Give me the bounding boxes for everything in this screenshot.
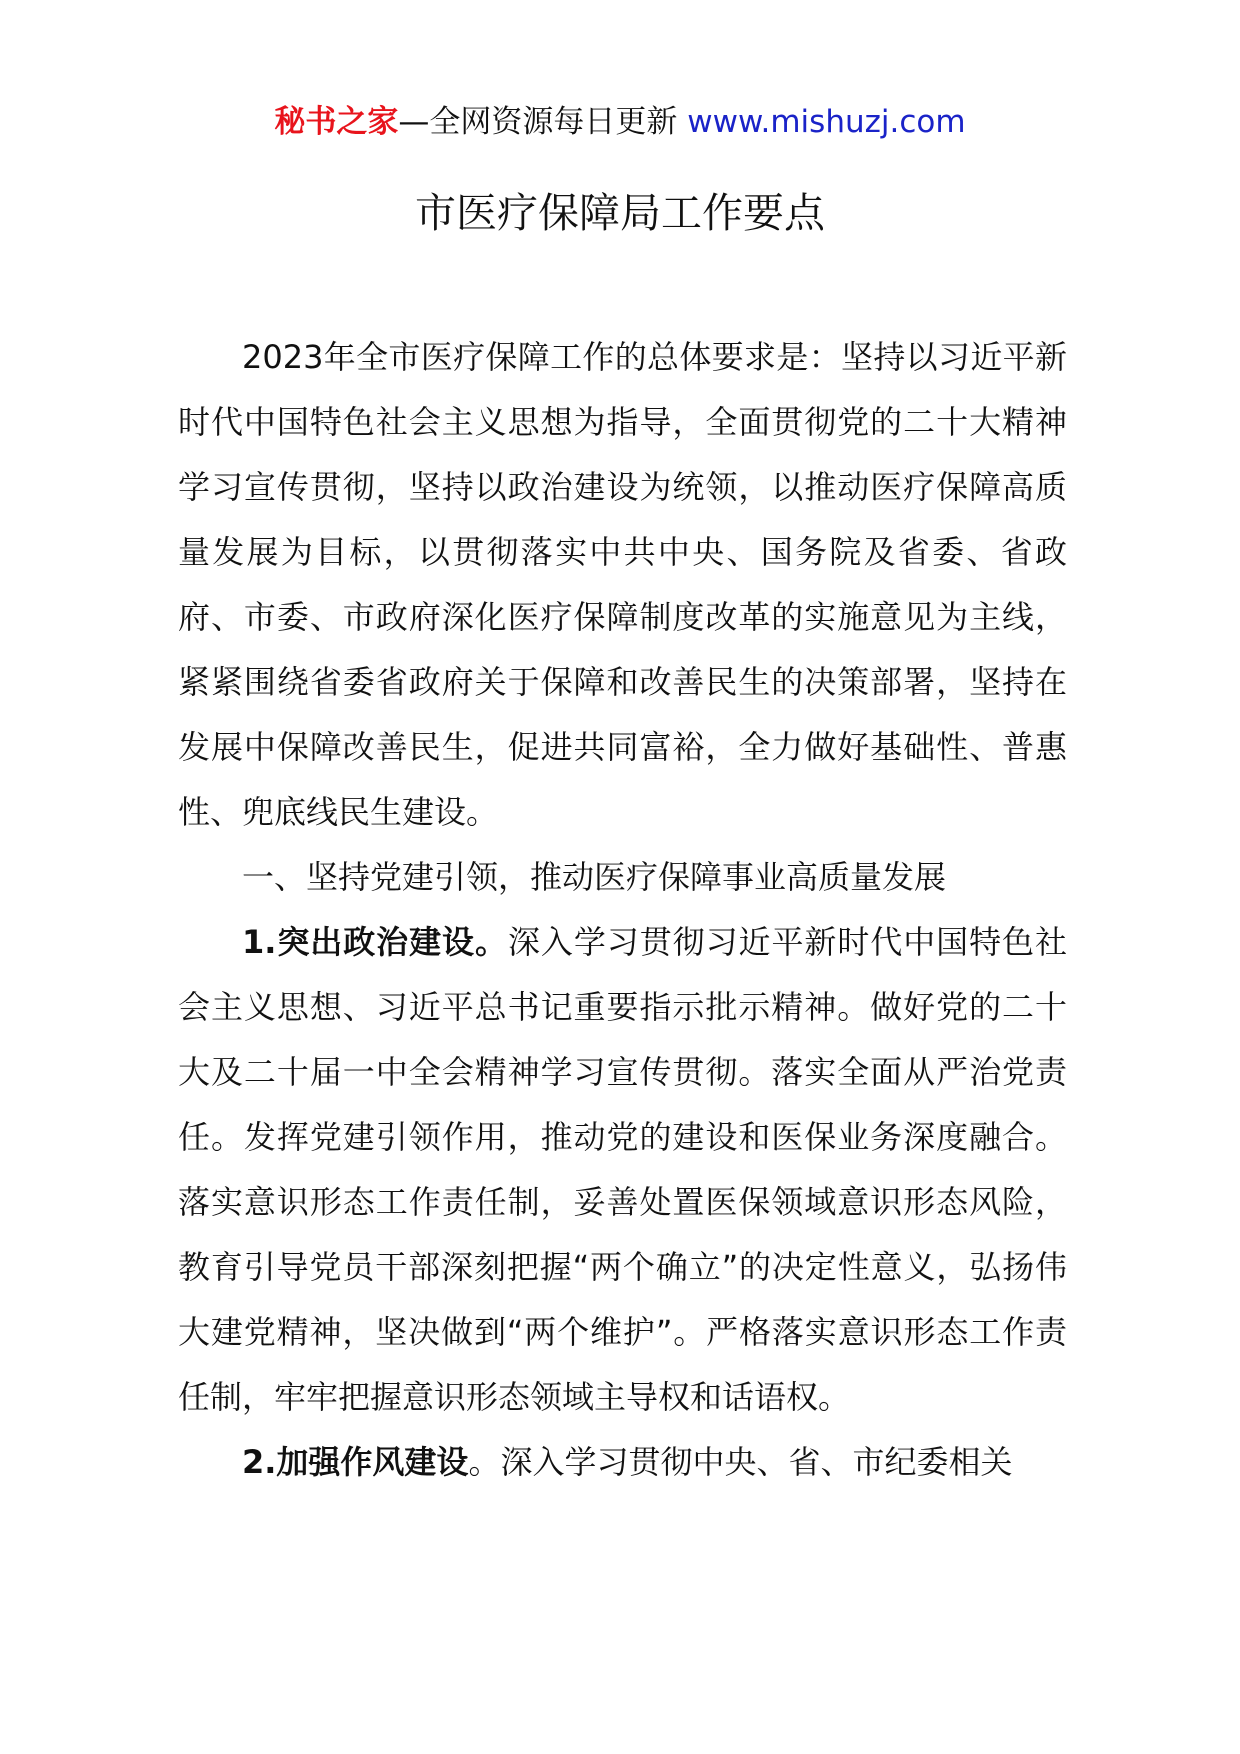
item-text-2: 。深入学习贯彻中央、省、市纪委相关	[468, 1443, 1013, 1481]
document-title: 市医疗保障局工作要点	[415, 189, 825, 237]
site-tagline: —全网资源每日更新	[398, 104, 678, 140]
site-header	[0, 100, 1240, 144]
item-paragraph-2	[178, 1430, 1067, 1495]
intro-paragraph: 2023年全市医疗保障工作的总体要求是：坚持以习近平新时代中国特色社会主义思想为指导，全面贯彻党的二十大精神学习宣传贯彻，坚持以政治建设为统领，以推动医疗保障高质量发展为目标，以贯彻落实中共中央、国务院及省委、省政府、市委、市政府深化医疗保障制度改革的实施意见为主线，紧紧围绕省委省政府关于保障和改善民生的决策部署，坚持在发展中保障改善民生，促进共同富裕，全力做好基础性、普惠性、兜底线民生建设。	[178, 338, 1067, 831]
item-lead-1: 1.突出政治建设。	[242, 923, 508, 961]
site-url[interactable]: www.mishuzj.com	[687, 104, 966, 140]
item-paragraph-1	[178, 910, 1067, 1430]
item-text-1: 深入学习贯彻习近平新时代中国特色社会主义思想、习近平总书记重要指示批示精神。做好党的二十大及二十届一中全会精神学习宣传贯彻。落实全面从严治党责任。发挥党建引领作用，推动党的建设和医保业务深度融合。落实意识形态工作责任制，妥善处置医保领域意识形态风险，教育引导党员干部深刻把握“两个确立”的决定性意义，弘扬伟大建党精神，坚决做到“两个维护”。严格落实意识形态工作责任制，牢牢把握意识形态领域主导权和话语权。	[178, 923, 1067, 1416]
item-lead-2: 2.加强作风建设	[242, 1443, 469, 1481]
site-brand: 秘书之家	[274, 104, 399, 140]
document-body	[178, 325, 1067, 1495]
section-heading-1: 一、坚持党建引领，推动医疗保障事业高质量发展	[242, 858, 947, 896]
